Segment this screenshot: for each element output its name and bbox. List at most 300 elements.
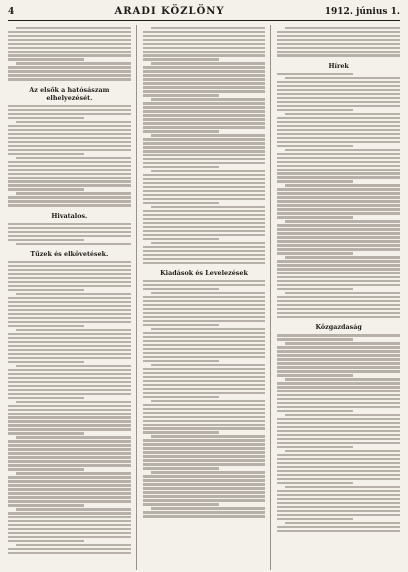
text-line-placeholder xyxy=(143,511,266,513)
text-line-placeholder xyxy=(277,506,400,508)
text-line-placeholder xyxy=(277,390,400,392)
text-line-placeholder xyxy=(8,165,131,167)
text-line-placeholder xyxy=(277,296,400,298)
text-line-placeholder xyxy=(277,288,353,290)
text-line-placeholder xyxy=(277,280,400,282)
text-line-placeholder xyxy=(151,471,266,473)
text-line-placeholder xyxy=(16,365,131,367)
text-line-placeholder xyxy=(8,184,131,186)
text-line-placeholder xyxy=(8,153,84,155)
text-line-placeholder xyxy=(277,514,400,516)
text-line-placeholder xyxy=(143,412,266,414)
text-line-placeholder xyxy=(285,414,400,416)
text-line-placeholder xyxy=(16,436,131,438)
text-line-placeholder xyxy=(277,268,400,270)
text-line-placeholder xyxy=(8,39,131,41)
newspaper-title: ARADI KÖZLÖNY xyxy=(114,6,225,17)
text-line-placeholder xyxy=(8,239,84,241)
text-line-placeholder xyxy=(8,464,131,466)
text-line-placeholder xyxy=(143,360,219,362)
text-line-placeholder xyxy=(8,341,131,343)
text-line-placeholder xyxy=(277,145,353,147)
text-line-placeholder xyxy=(277,129,400,131)
text-line-placeholder xyxy=(143,90,266,92)
text-line-placeholder xyxy=(8,416,131,418)
text-line-placeholder xyxy=(143,118,266,120)
text-line-placeholder xyxy=(277,510,400,512)
text-line-placeholder xyxy=(143,39,266,41)
text-line-placeholder xyxy=(143,416,266,418)
text-line-placeholder xyxy=(285,292,400,294)
text-line-placeholder xyxy=(143,463,266,465)
text-line-placeholder xyxy=(277,172,400,174)
text-line-placeholder xyxy=(277,101,400,103)
text-line-placeholder xyxy=(8,468,84,470)
text-line-placeholder xyxy=(143,475,266,477)
text-line-placeholder xyxy=(277,31,400,33)
text-line-placeholder xyxy=(143,258,266,260)
section-heading: Közgazdaság xyxy=(315,323,362,332)
text-line-placeholder xyxy=(143,246,266,248)
text-line-placeholder xyxy=(277,350,400,352)
text-line-placeholder xyxy=(277,176,400,178)
text-line-placeholder xyxy=(16,121,131,123)
text-line-placeholder xyxy=(16,62,131,64)
text-line-placeholder xyxy=(277,252,353,254)
text-line-placeholder xyxy=(151,98,266,100)
text-line-placeholder xyxy=(277,490,400,492)
text-line-placeholder xyxy=(8,188,84,190)
text-line-placeholder xyxy=(143,114,266,116)
text-line-placeholder xyxy=(277,212,400,214)
text-line-placeholder xyxy=(143,142,266,144)
text-line-placeholder xyxy=(8,424,131,426)
text-line-placeholder xyxy=(8,448,131,450)
text-line-placeholder xyxy=(143,515,266,517)
text-line-placeholder xyxy=(277,284,400,286)
text-line-placeholder xyxy=(277,482,353,484)
text-line-placeholder xyxy=(277,232,400,234)
text-line-placeholder xyxy=(277,394,400,396)
text-line-placeholder xyxy=(8,273,131,275)
text-line-placeholder xyxy=(285,256,400,258)
text-line-placeholder xyxy=(8,377,131,379)
text-line-placeholder xyxy=(285,342,400,344)
issue-date: 1912. június 1. xyxy=(324,7,400,17)
text-line-placeholder xyxy=(151,364,266,366)
text-line-placeholder xyxy=(16,508,131,510)
text-line-placeholder xyxy=(143,487,266,489)
text-line-placeholder xyxy=(143,222,266,224)
text-line-placeholder xyxy=(143,304,266,306)
text-line-placeholder xyxy=(16,544,131,546)
text-line-placeholder xyxy=(8,277,131,279)
text-line-placeholder xyxy=(277,248,400,250)
text-line-placeholder xyxy=(143,47,266,49)
text-line-placeholder xyxy=(143,182,266,184)
text-line-placeholder xyxy=(277,362,400,364)
text-line-placeholder xyxy=(277,200,400,202)
text-line-placeholder xyxy=(277,418,400,420)
text-line-placeholder xyxy=(277,410,353,412)
text-line-placeholder xyxy=(277,374,353,376)
text-line-placeholder xyxy=(8,31,131,33)
text-line-placeholder xyxy=(8,381,131,383)
text-line-placeholder xyxy=(143,503,219,505)
text-line-placeholder xyxy=(143,312,266,314)
text-line-placeholder xyxy=(277,169,400,171)
text-line-placeholder xyxy=(8,456,131,458)
text-line-placeholder xyxy=(143,154,266,156)
text-line-placeholder xyxy=(285,149,400,151)
text-line-placeholder xyxy=(143,483,266,485)
text-line-placeholder xyxy=(8,58,84,60)
text-line-placeholder xyxy=(277,502,400,504)
text-line-placeholder xyxy=(277,316,400,318)
text-line-placeholder xyxy=(285,184,400,186)
text-line-placeholder xyxy=(143,94,219,96)
masthead xyxy=(8,6,400,21)
text-line-placeholder xyxy=(143,178,266,180)
text-line-placeholder xyxy=(277,276,400,278)
text-line-placeholder xyxy=(8,309,131,311)
text-line-placeholder xyxy=(277,244,400,246)
text-line-placeholder xyxy=(285,220,400,222)
text-line-placeholder xyxy=(277,165,400,167)
text-line-placeholder xyxy=(277,498,400,500)
text-line-placeholder xyxy=(277,157,400,159)
text-line-placeholder xyxy=(277,260,400,262)
text-line-placeholder xyxy=(151,292,266,294)
text-line-placeholder xyxy=(151,507,266,509)
text-line-placeholder xyxy=(277,81,400,83)
text-line-placeholder xyxy=(143,427,266,429)
text-line-placeholder xyxy=(8,129,131,131)
text-line-placeholder xyxy=(277,446,353,448)
text-line-placeholder xyxy=(143,467,219,469)
section-heading: Kiadások és Levelezések xyxy=(160,269,248,278)
text-line-placeholder xyxy=(143,106,266,108)
text-line-placeholder xyxy=(8,231,131,233)
text-line-placeholder xyxy=(143,122,266,124)
text-line-placeholder xyxy=(285,27,400,29)
text-line-placeholder xyxy=(151,134,266,136)
text-line-placeholder xyxy=(8,397,84,399)
text-line-placeholder xyxy=(143,368,266,370)
text-line-placeholder xyxy=(8,145,131,147)
text-line-placeholder xyxy=(143,43,266,45)
text-line-placeholder xyxy=(8,452,131,454)
text-line-placeholder xyxy=(277,386,400,388)
text-line-placeholder xyxy=(277,89,400,91)
text-line-placeholder xyxy=(277,117,400,119)
text-line-placeholder xyxy=(8,540,84,542)
text-line-placeholder xyxy=(143,396,219,398)
text-line-placeholder xyxy=(8,333,131,335)
text-line-placeholder xyxy=(8,200,131,202)
text-line-placeholder xyxy=(8,504,84,506)
text-line-placeholder xyxy=(277,35,400,37)
text-line-placeholder xyxy=(277,358,400,360)
text-line-placeholder xyxy=(143,35,266,37)
text-line-placeholder xyxy=(143,126,266,128)
text-line-placeholder xyxy=(143,234,266,236)
text-line-placeholder xyxy=(143,455,266,457)
text-line-placeholder xyxy=(16,329,131,331)
text-line-placeholder xyxy=(8,35,131,37)
text-line-placeholder xyxy=(8,78,131,80)
text-line-placeholder xyxy=(143,31,266,33)
text-line-placeholder xyxy=(8,369,131,371)
text-line-placeholder xyxy=(143,499,266,501)
text-line-placeholder xyxy=(16,401,131,403)
text-line-placeholder xyxy=(277,141,400,143)
text-line-placeholder xyxy=(151,62,266,64)
article-columns xyxy=(8,25,400,570)
text-line-placeholder xyxy=(143,190,266,192)
text-line-placeholder xyxy=(8,440,131,442)
text-line-placeholder xyxy=(277,518,353,520)
text-line-placeholder xyxy=(277,494,400,496)
text-line-placeholder xyxy=(16,293,131,295)
text-line-placeholder xyxy=(277,526,400,528)
text-line-placeholder xyxy=(277,125,400,127)
text-line-placeholder xyxy=(143,340,266,342)
text-line-placeholder xyxy=(277,51,400,53)
text-line-placeholder xyxy=(143,194,266,196)
text-line-placeholder xyxy=(151,27,266,29)
text-line-placeholder xyxy=(8,413,131,415)
text-line-placeholder xyxy=(277,354,400,356)
text-line-placeholder xyxy=(277,426,400,428)
text-line-placeholder xyxy=(143,300,266,302)
text-line-placeholder xyxy=(8,389,131,391)
text-line-placeholder xyxy=(8,361,84,363)
text-line-placeholder xyxy=(277,338,353,340)
text-line-placeholder xyxy=(8,177,131,179)
text-line-placeholder xyxy=(143,86,266,88)
text-line-placeholder xyxy=(277,196,400,198)
text-line-placeholder xyxy=(8,349,131,351)
text-line-placeholder xyxy=(8,432,84,434)
text-line-placeholder xyxy=(285,486,400,488)
text-line-placeholder xyxy=(8,54,131,56)
text-line-placeholder xyxy=(277,422,400,424)
text-line-placeholder xyxy=(277,228,400,230)
text-line-placeholder xyxy=(143,443,266,445)
text-line-placeholder xyxy=(285,77,400,79)
text-line-placeholder xyxy=(8,444,131,446)
text-line-placeholder xyxy=(143,296,266,298)
text-line-placeholder xyxy=(143,110,266,112)
text-line-placeholder xyxy=(8,313,131,315)
text-line-placeholder xyxy=(285,522,400,524)
text-line-placeholder xyxy=(8,520,131,522)
text-line-placeholder xyxy=(143,238,219,240)
text-line-placeholder xyxy=(8,548,131,550)
text-line-placeholder xyxy=(143,226,266,228)
text-line-placeholder xyxy=(8,66,131,68)
text-line-placeholder xyxy=(8,317,131,319)
text-line-placeholder xyxy=(143,495,266,497)
text-line-placeholder xyxy=(151,328,266,330)
text-line-placeholder xyxy=(8,289,84,291)
text-line-placeholder xyxy=(8,113,131,115)
text-line-placeholder xyxy=(8,476,131,478)
text-line-placeholder xyxy=(151,170,266,172)
text-line-placeholder xyxy=(8,321,131,323)
text-line-placeholder xyxy=(143,66,266,68)
text-line-placeholder xyxy=(8,137,131,139)
text-line-placeholder xyxy=(143,348,266,350)
text-line-placeholder xyxy=(8,393,131,395)
page-number: 4 xyxy=(8,7,15,17)
text-line-placeholder xyxy=(277,188,400,190)
text-line-placeholder xyxy=(277,308,400,310)
text-line-placeholder xyxy=(277,470,400,472)
text-line-placeholder xyxy=(151,206,266,208)
section-heading: Tűzek és elkövetések. xyxy=(30,250,109,259)
text-line-placeholder xyxy=(8,496,131,498)
text-line-placeholder xyxy=(8,500,131,502)
text-line-placeholder xyxy=(143,284,266,286)
text-line-placeholder xyxy=(277,430,400,432)
text-line-placeholder xyxy=(8,223,131,225)
text-line-placeholder xyxy=(143,54,266,56)
text-line-placeholder xyxy=(8,325,84,327)
text-line-placeholder xyxy=(8,484,131,486)
text-line-placeholder xyxy=(277,153,400,155)
text-line-placeholder xyxy=(143,388,266,390)
text-line-placeholder xyxy=(143,424,266,426)
column-2 xyxy=(143,25,272,570)
text-line-placeholder xyxy=(143,250,266,252)
text-line-placeholder xyxy=(8,385,131,387)
text-line-placeholder xyxy=(143,336,266,338)
text-line-placeholder xyxy=(8,524,131,526)
text-line-placeholder xyxy=(8,235,131,237)
section-heading: Hivatalos. xyxy=(51,211,88,220)
text-line-placeholder xyxy=(277,458,400,460)
text-line-placeholder xyxy=(143,320,266,322)
text-line-placeholder xyxy=(277,240,400,242)
section-heading: Hírek xyxy=(328,61,349,70)
text-line-placeholder xyxy=(143,308,266,310)
text-line-placeholder xyxy=(8,301,131,303)
text-line-placeholder xyxy=(277,530,400,532)
text-line-placeholder xyxy=(277,474,400,476)
text-line-placeholder xyxy=(8,409,131,411)
text-line-placeholder xyxy=(8,173,131,175)
text-line-placeholder xyxy=(143,210,266,212)
text-line-placeholder xyxy=(277,346,400,348)
column-3 xyxy=(277,25,400,570)
text-line-placeholder xyxy=(277,54,400,56)
text-line-placeholder xyxy=(277,216,353,218)
text-line-placeholder xyxy=(16,243,131,245)
text-line-placeholder xyxy=(143,459,266,461)
text-line-placeholder xyxy=(277,192,400,194)
text-line-placeholder xyxy=(277,434,400,436)
text-line-placeholder xyxy=(277,406,400,408)
text-line-placeholder xyxy=(277,264,400,266)
text-line-placeholder xyxy=(143,404,266,406)
column-1 xyxy=(8,25,137,570)
text-line-placeholder xyxy=(8,428,131,430)
text-line-placeholder xyxy=(143,174,266,176)
text-line-placeholder xyxy=(8,169,131,171)
text-line-placeholder xyxy=(16,27,131,29)
text-line-placeholder xyxy=(8,552,131,554)
text-line-placeholder xyxy=(151,400,266,402)
text-line-placeholder xyxy=(277,105,400,107)
text-line-placeholder xyxy=(8,512,131,514)
text-line-placeholder xyxy=(8,149,131,151)
text-line-placeholder xyxy=(143,280,266,282)
text-line-placeholder xyxy=(143,392,266,394)
text-line-placeholder xyxy=(277,121,400,123)
text-line-placeholder xyxy=(143,150,266,152)
text-line-placeholder xyxy=(143,451,266,453)
text-line-placeholder xyxy=(143,74,266,76)
text-line-placeholder xyxy=(8,345,131,347)
text-line-placeholder xyxy=(8,51,131,53)
text-line-placeholder xyxy=(143,376,266,378)
text-line-placeholder xyxy=(143,324,219,326)
text-line-placeholder xyxy=(143,491,266,493)
text-line-placeholder xyxy=(8,373,131,375)
text-line-placeholder xyxy=(143,408,266,410)
text-line-placeholder xyxy=(8,516,131,518)
text-line-placeholder xyxy=(277,39,400,41)
text-line-placeholder xyxy=(143,230,266,232)
text-line-placeholder xyxy=(8,285,131,287)
text-line-placeholder xyxy=(143,186,266,188)
text-line-placeholder xyxy=(277,236,400,238)
text-line-placeholder xyxy=(143,51,266,53)
text-line-placeholder xyxy=(277,47,400,49)
text-line-placeholder xyxy=(8,532,131,534)
text-line-placeholder xyxy=(143,158,266,160)
text-line-placeholder xyxy=(143,288,219,290)
text-line-placeholder xyxy=(277,454,400,456)
text-line-placeholder xyxy=(151,435,266,437)
text-line-placeholder xyxy=(8,74,131,76)
text-line-placeholder xyxy=(8,420,131,422)
text-line-placeholder xyxy=(277,224,400,226)
text-line-placeholder xyxy=(8,281,131,283)
text-line-placeholder xyxy=(8,161,131,163)
text-line-placeholder xyxy=(277,93,400,95)
text-line-placeholder xyxy=(8,536,131,538)
text-line-placeholder xyxy=(8,357,131,359)
text-line-placeholder xyxy=(16,157,131,159)
text-line-placeholder xyxy=(8,180,131,182)
text-line-placeholder xyxy=(277,370,400,372)
text-line-placeholder xyxy=(8,405,131,407)
text-line-placeholder xyxy=(143,218,266,220)
text-line-placeholder xyxy=(8,269,131,271)
text-line-placeholder xyxy=(143,447,266,449)
text-line-placeholder xyxy=(143,431,219,433)
text-line-placeholder xyxy=(277,300,400,302)
text-line-placeholder xyxy=(143,214,266,216)
text-line-placeholder xyxy=(8,337,131,339)
text-line-placeholder xyxy=(143,344,266,346)
text-line-placeholder xyxy=(8,305,131,307)
text-line-placeholder xyxy=(8,196,131,198)
text-line-placeholder xyxy=(8,227,131,229)
